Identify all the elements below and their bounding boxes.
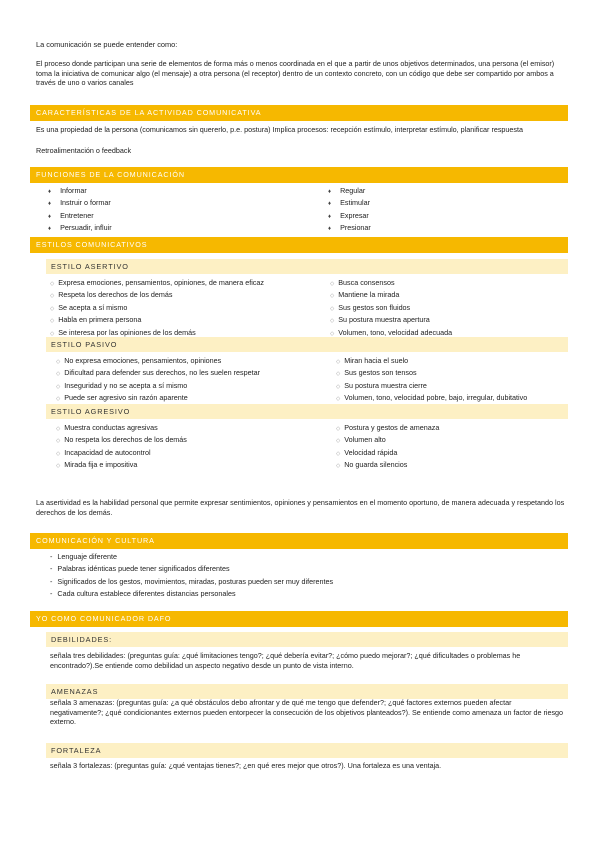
intro-title: La comunicación se puede entender como: — [36, 40, 178, 49]
funciones-heading: FUNCIONES DE LA COMUNICACIÓN — [30, 167, 568, 183]
list-item: ◇ Velocidad rápida — [336, 447, 439, 459]
list-item: ◇ No expresa emociones, pensamientos, opiniones — [56, 355, 260, 367]
list-item: ◇ Volumen alto — [336, 434, 439, 446]
list-item: ◇ Muestra conductas agresivas — [56, 422, 187, 434]
list-item: ◇ Inseguridad y no se acepta a sí mismo — [56, 380, 260, 392]
pasivo-left-list — [56, 355, 260, 405]
list-item: ♦ Presionar — [326, 222, 371, 234]
funciones-left-list — [46, 185, 112, 235]
agresivo-right-list — [336, 422, 439, 472]
feedback-text: Retroalimentación o feedback — [36, 146, 132, 155]
list-item: ◇ Sus gestos son tensos — [336, 367, 527, 379]
list-item: ◇ No respeta los derechos de los demás — [56, 434, 187, 446]
list-item: ◇ Incapacidad de autocontrol — [56, 447, 187, 459]
list-item: ◇ Su postura muestra cierre — [336, 380, 527, 392]
list-item: ◇ Se interesa por las opiniones de los demás — [50, 327, 264, 339]
list-item: ◇ Expresa emociones, pensamientos, opiniones, de manera eficaz — [50, 277, 264, 289]
list-item: ◇ Mirada fija e impositiva — [56, 459, 187, 471]
cultura-list — [50, 551, 333, 601]
list-item: ◇ Puede ser agresivo sin razón aparente — [56, 392, 260, 404]
asertivo-left-list — [50, 277, 264, 339]
asertivo-right-list — [330, 277, 452, 339]
list-item: ♦ Persuadir, influir — [46, 222, 112, 234]
asertividad-text: La asertividad es la habilidad personal que permite expresar sentimientos, opiniones y pensamientos en el momento oportuno, de manera adecuada y respetando los derechos de los demás. — [36, 498, 565, 517]
list-item: ♦ Regular — [326, 185, 371, 197]
caracteristicas-text: Es una propiedad de la persona (comunicamos sin quererlo, p.e. postura) Implica procesos: recepción estímulo, interpretar estímulo, planificar respuesta — [36, 125, 524, 134]
list-item: ◇ Volumen, tono, velocidad adecuada — [330, 327, 452, 339]
list-item: ◇ Dificultad para defender sus derechos, no les suelen respetar — [56, 367, 260, 379]
list-item: - Palabras idénticas puede tener significados diferentes — [50, 563, 333, 575]
list-item: ◇ Busca consensos — [330, 277, 452, 289]
amenazas-heading: AMENAZAS — [46, 684, 568, 699]
list-item: ♦ Informar — [46, 185, 112, 197]
list-item: ◇ Volumen, tono, velocidad pobre, bajo, irregular, dubitativo — [336, 392, 527, 404]
estilos-heading: ESTILOS COMUNICATIVOS — [30, 237, 568, 253]
list-item: ♦ Expresar — [326, 210, 371, 222]
yo-heading: YO COMO COMUNICADOR DAFO — [30, 611, 568, 627]
intro-body: El proceso donde participan una serie de elementos de forma más o menos coordinada en el que a partir de unos objetivos determinados, una persona (el emisor) toma la iniciativa de comunicar algo (el mensaje) a otra persona (el receptor) dentro de un contexto concreto, con un código que debe ser compartido por ambos a través de uno o varios canales — [36, 59, 555, 88]
pasivo-right-list — [336, 355, 527, 405]
list-item: ◇ Su postura muestra apertura — [330, 314, 452, 326]
list-item: - Significados de los gestos, movimientos, miradas, posturas pueden ser muy diferentes — [50, 576, 333, 588]
list-item: ◇ No guarda silencios — [336, 459, 439, 471]
list-item: ◇ Sus gestos son fluidos — [330, 302, 452, 314]
fortaleza-heading: FORTALEZA — [46, 743, 568, 758]
pasivo-heading: ESTILO PASIVO — [46, 337, 568, 352]
list-item: ◇ Miran hacia el suelo — [336, 355, 527, 367]
amenazas-text: señala 3 amenazas: (preguntas guía: ¿a qué obstáculos debo afrontar y de qué me tengo que defender?; ¿qué factores externos pueden afectar negativamente?; ¿qué condicionantes externos pueden entorpecer la consecución de los objetivos planteados?). Se entiende como amenaza un factor de riesgo externo. — [50, 698, 564, 727]
list-item: ♦ Instruir o formar — [46, 197, 112, 209]
fortaleza-text: señala 3 fortalezas: (preguntas guía: ¿qué ventajas tienes?; ¿en qué eres mejor que otros?). Una fortaleza es una ventaja. — [50, 761, 442, 770]
list-item: ◇ Habla en primera persona — [50, 314, 264, 326]
caracteristicas-heading: CARACTERÍSTICAS DE LA ACTIVIDAD COMUNICATIVA — [30, 105, 568, 121]
agresivo-heading: ESTILO AGRESIVO — [46, 404, 568, 419]
list-item: ♦ Estimular — [326, 197, 371, 209]
list-item: ◇ Se acepta a sí mismo — [50, 302, 264, 314]
debilidades-heading: DEBILIDADES: — [46, 632, 568, 647]
list-item: ♦ Entretener — [46, 210, 112, 222]
list-item: - Cada cultura establece diferentes distancias personales — [50, 588, 333, 600]
list-item: ◇ Respeta los derechos de los demás — [50, 289, 264, 301]
list-item: ◇ Mantiene la mirada — [330, 289, 452, 301]
cultura-heading: COMUNICACIÓN Y CULTURA — [30, 533, 568, 549]
agresivo-left-list — [56, 422, 187, 472]
list-item: - Lenguaje diferente — [50, 551, 333, 563]
list-item: ◇ Postura y gestos de amenaza — [336, 422, 439, 434]
asertivo-heading: ESTILO ASERTIVO — [46, 259, 568, 274]
debilidades-text: señala tres debilidades: (preguntas guía: ¿qué limitaciones tengo?; ¿qué debería evitar?; ¿cómo puedo mejorar?; ¿qué dificultades o problemas he encontrado?).Se entiende como debilidad un aspecto negativo desde un punto de vista interno. — [50, 651, 521, 670]
funciones-right-list — [326, 185, 371, 235]
